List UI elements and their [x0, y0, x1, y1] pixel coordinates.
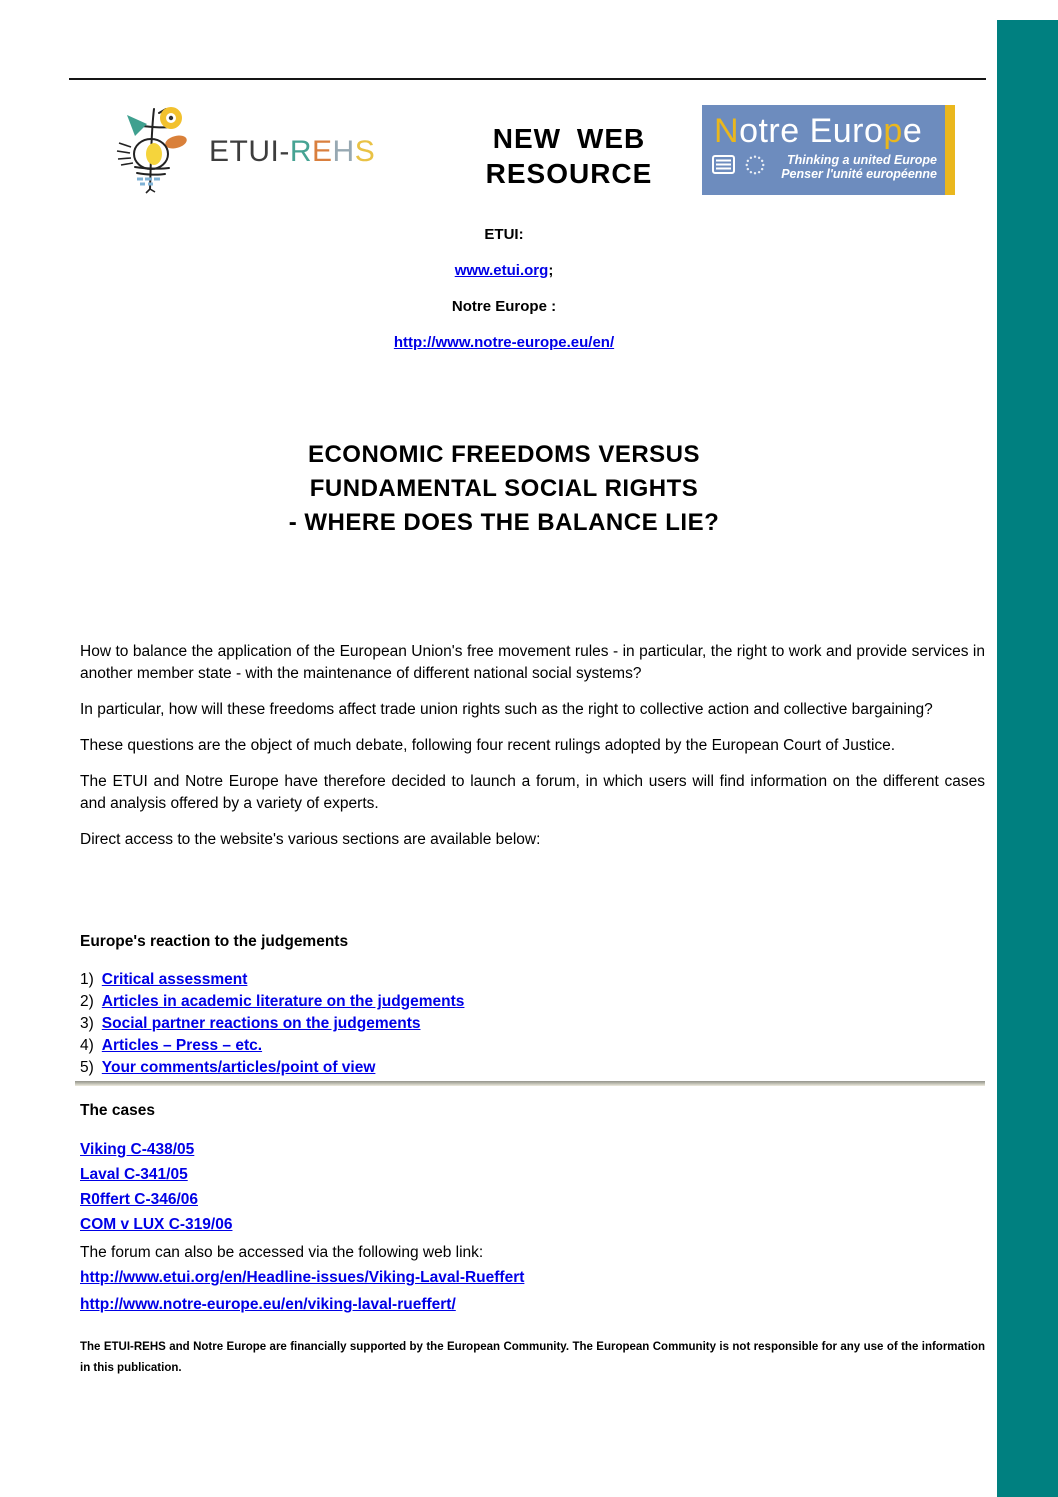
paragraph-1: How to balance the application of the European Union's free movement rules - in particular, the right to work and provide services in another member state - with the maintenance of different national social systems?	[80, 643, 985, 682]
page-title-line2: RESOURCE	[485, 158, 653, 189]
reaction-link-social-partner[interactable]: Social partner reactions on the judgements	[101, 1015, 421, 1032]
etui-rehs-logo	[107, 103, 375, 200]
notre-taglines	[766, 153, 937, 181]
teal-side-bar	[997, 20, 1058, 1497]
notre-label: Notre Europe :	[451, 298, 557, 315]
section-divider	[75, 1081, 985, 1086]
forum-section	[80, 1240, 985, 1317]
forum-intro: The forum can also be accessed via the following web link:	[80, 1244, 484, 1261]
case-link-com-v-lux[interactable]: COM v LUX C-319/06	[80, 1216, 233, 1233]
paragraph-3: These questions are the object of much debate, following four recent rulings adopted by the European Court of Justice.	[80, 737, 896, 754]
header	[69, 103, 986, 199]
page-title-line1: NEW WEB	[492, 123, 646, 154]
list-item	[80, 991, 985, 1013]
forum-notre-link[interactable]: http://www.notre-europe.eu/en/viking-laval-rueffert/	[80, 1296, 456, 1313]
list-item	[80, 1057, 985, 1079]
list-item	[80, 1212, 985, 1237]
list-item	[80, 1187, 985, 1212]
headline-line2: FUNDAMENTAL SOCIAL RIGHTS	[309, 475, 699, 502]
reactions-section	[80, 931, 985, 1079]
top-horizontal-rule	[69, 78, 986, 80]
headline-line3: - WHERE DOES THE BALANCE LIE?	[288, 509, 720, 536]
reactions-heading: Europe's reaction to the judgements	[80, 933, 349, 950]
reactions-list	[80, 969, 985, 1079]
notre-website-link[interactable]: http://www.notre-europe.eu/en/	[393, 334, 615, 351]
forum-link-line	[80, 1265, 985, 1290]
cases-list	[80, 1137, 985, 1237]
case-link-laval[interactable]: Laval C-341/05	[80, 1166, 188, 1183]
case-link-rueffert[interactable]: R0ffert C-346/06	[80, 1191, 199, 1208]
case-link-viking[interactable]: Viking C-438/05	[80, 1141, 195, 1158]
headline-line1: ECONOMIC FREEDOMS VERSUS	[307, 441, 701, 468]
document-headline	[69, 438, 939, 540]
paragraph-2: In particular, how will these freedoms affect trade union rights such as the right to collective action and collective bargaining?	[80, 701, 933, 718]
item-number: 3)	[80, 1015, 94, 1032]
eu-stars-icon	[744, 154, 766, 181]
item-number: 1)	[80, 971, 94, 988]
item-number: 5)	[80, 1059, 94, 1076]
cases-section	[80, 1100, 985, 1237]
list-item	[80, 1035, 985, 1057]
footer-disclaimer: The ETUI-REHS and Notre Europe are financially supported by the European Community. The European Community is not responsible for any use of the information in this publication.	[80, 1341, 985, 1374]
cases-heading: The cases	[80, 1102, 155, 1119]
notre-tagline-en: Thinking a united Europe	[787, 153, 937, 167]
etui-logo-wordmark: ETUI-REHS	[209, 134, 376, 168]
reaction-link-academic-literature[interactable]: Articles in academic literature on the judgements	[101, 993, 465, 1010]
etui-label: ETUI:	[484, 226, 524, 243]
etui-link-line	[69, 260, 939, 282]
reaction-link-articles-press[interactable]: Articles – Press – etc.	[101, 1037, 263, 1054]
list-item	[80, 969, 985, 991]
body-text	[80, 641, 985, 865]
item-number: 2)	[80, 993, 94, 1010]
reaction-link-critical-assessment[interactable]: Critical assessment	[101, 971, 248, 988]
etui-link-suffix: ;	[548, 262, 554, 279]
paragraph-4: The ETUI and Notre Europe have therefore decided to launch a forum, in which users will find information on the different cases and analysis offered by a variety of experts.	[80, 773, 985, 812]
notre-europe-logo	[702, 105, 955, 195]
book-icon	[712, 155, 736, 179]
notre-tagline-fr: Penser l'unité européenne	[781, 167, 937, 181]
reaction-link-your-comments[interactable]: Your comments/articles/point of view	[101, 1059, 376, 1076]
intro-links-block	[69, 224, 939, 368]
paragraph-5: Direct access to the website's various sections are available below:	[80, 831, 541, 848]
list-item	[80, 1162, 985, 1187]
forum-link-line	[80, 1292, 985, 1317]
etui-logo-icon	[107, 103, 203, 200]
item-number: 4)	[80, 1037, 94, 1054]
list-item	[80, 1013, 985, 1035]
notre-gold-stripe	[945, 105, 955, 195]
notre-link-line	[69, 332, 939, 354]
list-item	[80, 1137, 985, 1162]
notre-tagline-row	[702, 149, 955, 181]
forum-etui-link[interactable]: http://www.etui.org/en/Headline-issues/Viking-Laval-Rueffert	[80, 1269, 525, 1286]
notre-logo-wordmark: Notre Europe	[714, 112, 923, 150]
etui-website-link[interactable]: www.etui.org	[454, 262, 549, 279]
notre-icons	[712, 154, 766, 181]
